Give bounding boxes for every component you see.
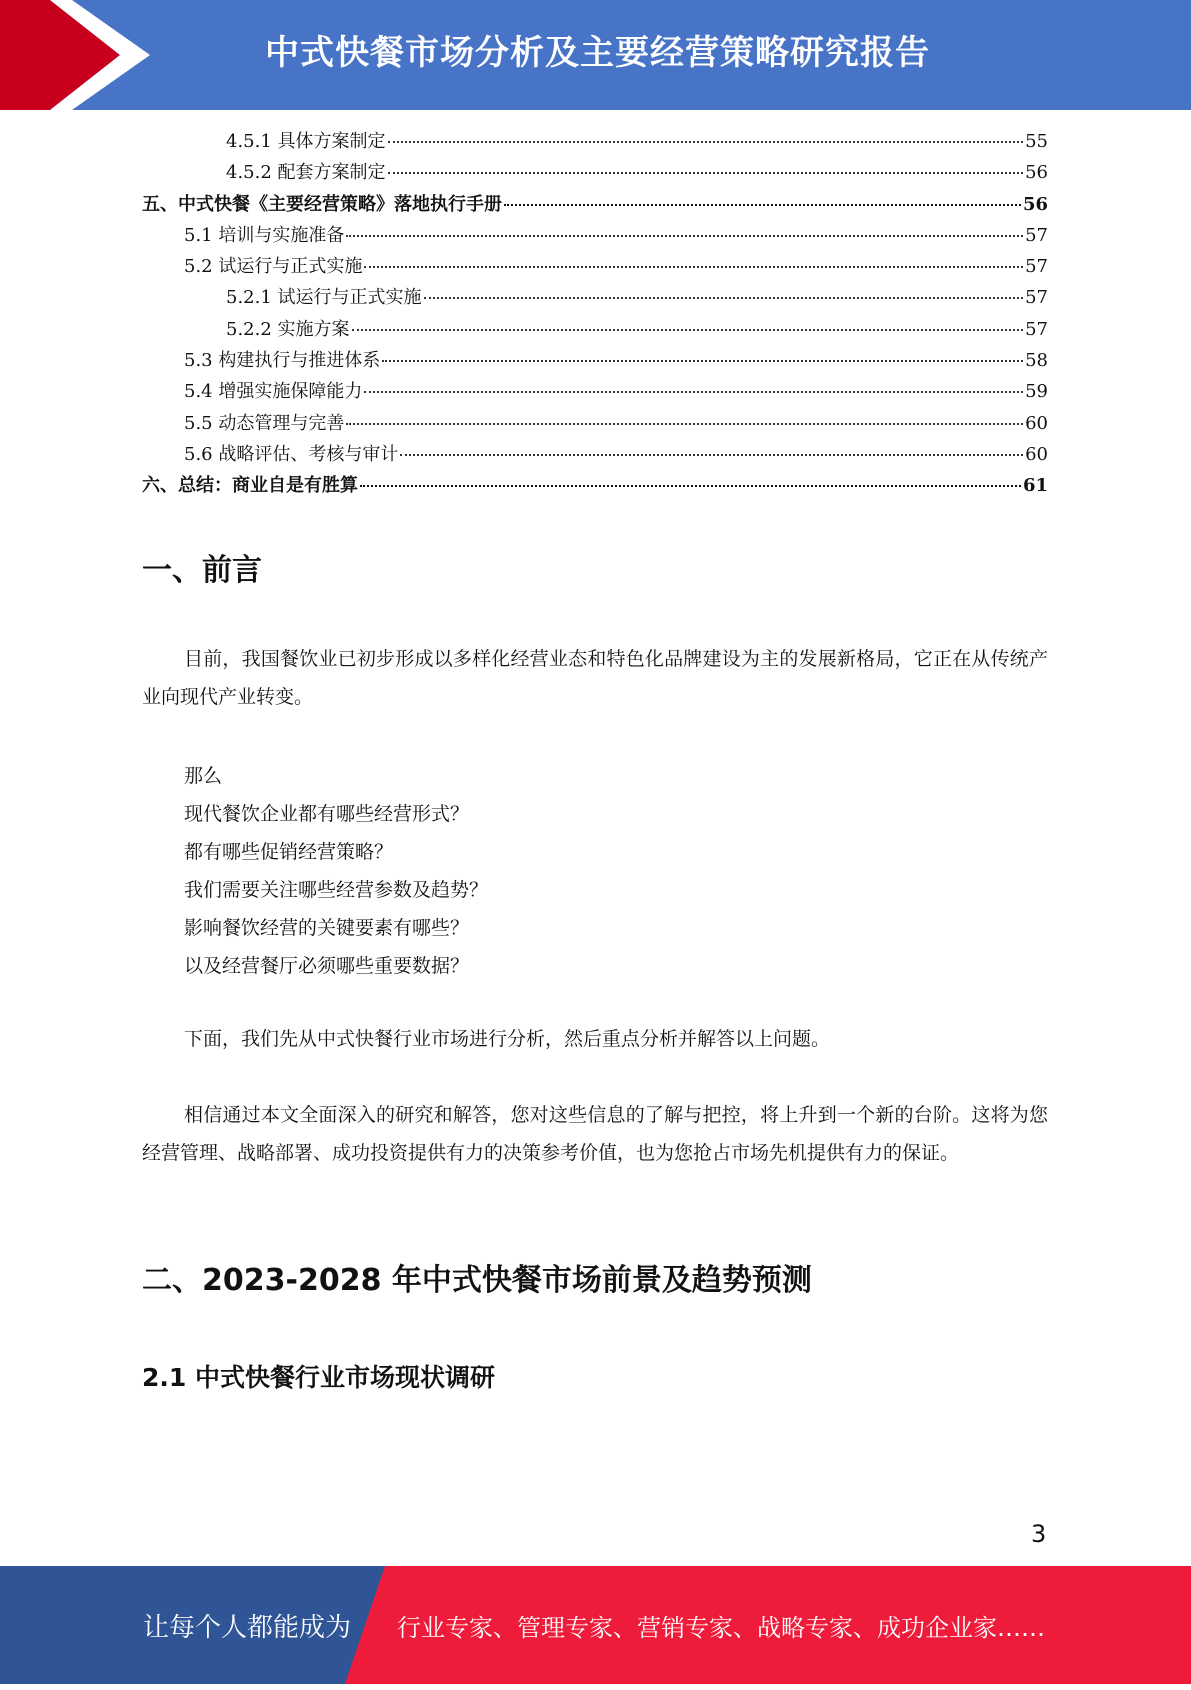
question-item: 都有哪些促销经营策略？	[184, 841, 394, 863]
toc-entry-label: 5.4 增强实施保障能力	[184, 381, 363, 403]
toc-entry[interactable]	[142, 471, 1048, 502]
toc-dot-leader	[382, 359, 1023, 362]
toc-entry[interactable]	[142, 190, 1048, 221]
toc-dot-leader	[504, 203, 1021, 206]
section-heading-market-forecast: 二、2023-2028 年中式快餐市场前景及趋势预测	[142, 1263, 812, 1298]
toc-entry-label: 六、总结：商业自是有胜算	[142, 475, 358, 497]
question-item: 以及经营餐厅必须哪些重要数据？	[184, 955, 470, 977]
page-number: 3	[1031, 1520, 1047, 1548]
preface-paragraph-3: 相信通过本文全面深入的研究和解答，您对这些信息的了解与把控，将上升到一个新的台阶。这将为您经营管理、战略部署、成功投资提供有力的决策参考价值，也为您抢占市场先机提供有力的保证。	[142, 1104, 1048, 1164]
question-item: 现代餐饮企业都有哪些经营形式？	[184, 803, 470, 825]
toc-dot-leader	[400, 453, 1023, 456]
toc-entry-page: 58	[1025, 350, 1048, 372]
toc-entry-page: 60	[1025, 412, 1048, 434]
toc-dot-leader	[364, 265, 1023, 268]
question-item: 我们需要关注哪些经营参数及趋势？	[184, 879, 489, 901]
toc-entry-page: 61	[1022, 475, 1048, 497]
toc-entry-page: 56	[1025, 162, 1048, 184]
toc-dot-leader	[346, 234, 1023, 237]
toc-entry-label: 5.5 动态管理与完善	[184, 412, 345, 434]
question-list	[184, 757, 488, 985]
toc-entry[interactable]	[142, 315, 1048, 346]
toc-dot-leader	[388, 171, 1024, 174]
toc-entry-page: 60	[1025, 443, 1048, 465]
toc-dot-leader	[424, 296, 1024, 299]
toc-entry-page: 55	[1025, 131, 1048, 152]
toc-entry-label: 5.2.2 实施方案	[226, 318, 350, 340]
report-title: 中式快餐市场分析及主要经营策略研究报告	[265, 33, 930, 73]
toc-entry-label: 五、中式快餐《主要经营策略》落地执行手册	[142, 193, 502, 215]
toc-dot-leader	[360, 484, 1021, 487]
toc-entry[interactable]	[142, 346, 1048, 377]
subsection-heading-market-survey: 2.1 中式快餐行业市场现状调研	[142, 1363, 495, 1392]
toc-entry-page: 59	[1025, 381, 1048, 403]
toc-entry[interactable]	[142, 377, 1048, 408]
toc-dot-leader	[352, 328, 1024, 331]
question-item: 影响餐饮经营的关键要素有哪些？	[184, 917, 470, 939]
footer-slogan-left: 让每个人都能成为	[143, 1613, 352, 1643]
toc-entry-label: 5.2.1 试运行与正式实施	[226, 287, 422, 309]
footer-banner	[0, 1566, 1191, 1684]
toc-entry[interactable]	[142, 283, 1048, 314]
toc-entry[interactable]	[142, 440, 1048, 471]
toc-dot-leader	[346, 422, 1023, 425]
question-item: 那么	[184, 765, 223, 787]
toc-entry-label: 5.3 构建执行与推进体系	[184, 350, 381, 372]
toc-entry-page: 57	[1025, 318, 1048, 340]
footer-slogan-right: 行业专家、管理专家、营销专家、战略专家、成功企业家……	[397, 1614, 1045, 1642]
toc-entry-label: 5.1 培训与实施准备	[184, 224, 345, 246]
toc-entry-page: 56	[1022, 193, 1048, 215]
toc-entry[interactable]	[142, 252, 1048, 283]
toc-entry-label: 5.2 试运行与正式实施	[184, 256, 363, 278]
preface-paragraph-1: 目前，我国餐饮业已初步形成以多样化经营业态和特色化品牌建设为主的发展新格局，它正在从传统产业向现代产业转变。	[142, 648, 1048, 708]
toc-entry-label: 4.5.1 具体方案制定	[226, 131, 386, 152]
toc-dot-leader	[364, 390, 1023, 393]
toc-entry-label: 5.6 战略评估、考核与审计	[184, 443, 399, 465]
toc-entry[interactable]	[142, 221, 1048, 252]
section-heading-preface: 一、前言	[142, 553, 262, 588]
header-banner	[0, 0, 1191, 110]
toc-entry-page: 57	[1025, 287, 1048, 309]
toc-entry-page: 57	[1025, 224, 1048, 246]
toc-entry[interactable]	[142, 127, 1048, 158]
toc-entry[interactable]	[142, 158, 1048, 189]
toc-entry-label: 4.5.2 配套方案制定	[226, 162, 386, 184]
toc-entry[interactable]	[142, 409, 1048, 440]
header-arrow-decoration	[0, 0, 160, 110]
toc-dot-leader	[388, 140, 1024, 143]
preface-paragraph-2: 下面，我们先从中式快餐行业市场进行分析，然后重点分析并解答以上问题。	[184, 1028, 831, 1050]
toc-entry-page: 57	[1025, 256, 1048, 278]
table-of-contents	[142, 127, 1048, 503]
